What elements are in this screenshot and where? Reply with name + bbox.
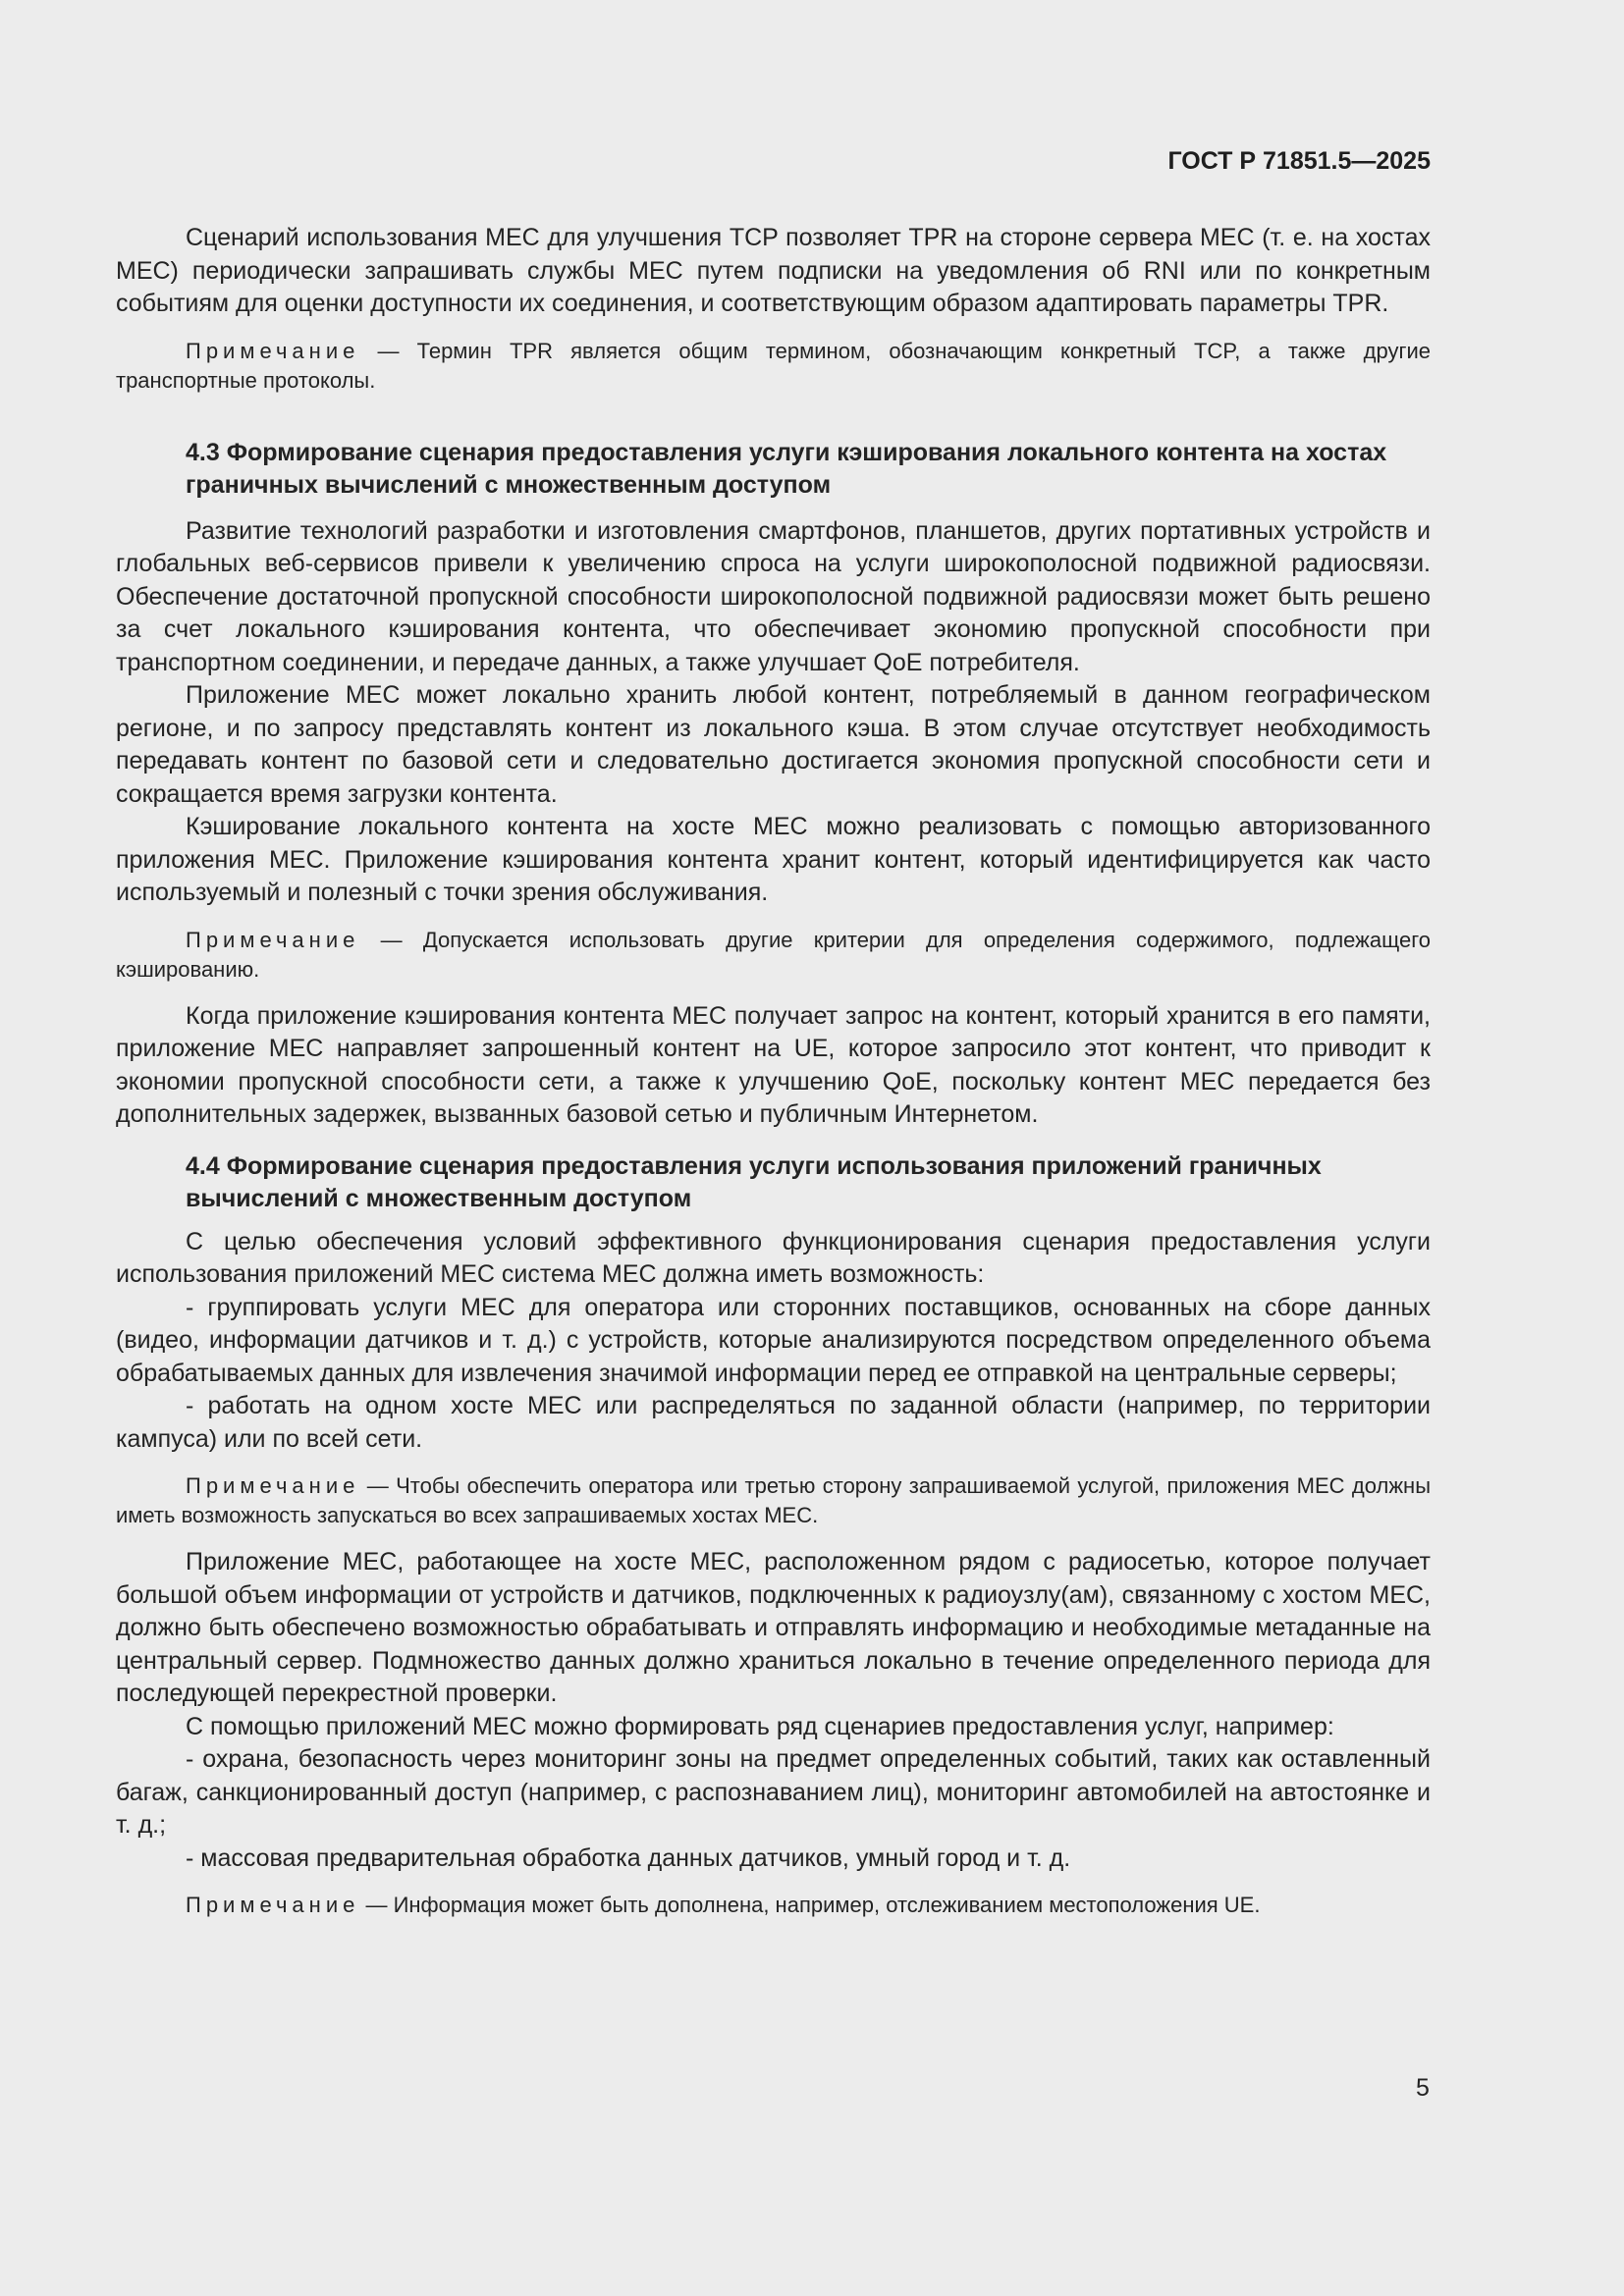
list-item: - работать на одном хосте MEC или распределяться по заданной области (например, по территории кампуса) или по всей сети. [116, 1392, 1431, 1453]
note [116, 337, 1431, 396]
page-body [116, 222, 1431, 1920]
note-dash: — [380, 927, 403, 952]
document-id: ГОСТ Р 71851.5—2025 [1167, 147, 1431, 175]
page-number: 5 [1416, 2074, 1430, 2102]
section-heading-4-4: 4.4 Формирование сценария предоставления услуги использования приложений граничных вычислений с множественным доступом [186, 1151, 1322, 1212]
note [116, 1891, 1431, 1920]
section-heading-4-3: 4.3 Формирование сценария предоставления услуги кэширования локального контента на хостах граничных вычислений с множественным доступом [186, 438, 1387, 499]
list-item: - группировать услуги MEC для оператора или сторонних поставщиков, основанных на сборе данных (видео, информации датчиков и т. д.) с устройств, которые анализируются посредством определенного объема обрабатываемых данных для извлечения значимой информации перед ее отправкой на центральные серверы; [116, 1293, 1431, 1387]
paragraph: Приложение MEC, работающее на хосте MEC, расположенном рядом с радиосетью, которое получает большой объем информации от устройств и датчиков, подключенных к радиоузлу(ам), связанному с хостом MEC, должно быть обеспечено возможностью обрабатывать и отправлять информацию и необходимые метаданные на центральный сервер. Подмножество данных должно храниться локально в течение определенного периода для последующей перекрестной проверки. [116, 1548, 1431, 1707]
note-text: Допускается использовать другие критерии для определения содержимого, подлежащего кэшированию. [116, 927, 1431, 982]
note-text: Чтобы обеспечить оператора или третью сторону запрашиваемой услугой, приложения MEC должны иметь возможность запускаться во всех запрашиваемых хостах MEC. [116, 1473, 1432, 1527]
note-label: Примечание [186, 927, 360, 952]
note-dash: — [365, 1893, 388, 1917]
note-label: Примечание [186, 338, 360, 363]
paragraph: Приложение MEC может локально хранить любой контент, потребляемый в данном географическом регионе, и по запросу представлять контент из локального кэша. В этом случае отсутствует необходимость передавать контент по базовой сети и следовательно достигается экономия пропускной способности сети и сокращается время загрузки контента. [116, 681, 1431, 808]
note [116, 926, 1431, 985]
list-item: - массовая предварительная обработка данных датчиков, умный город и т. д. [186, 1843, 1071, 1872]
paragraph: С помощью приложений MEC можно формировать ряд сценариев предоставления услуг, например: [186, 1712, 1334, 1740]
note-dash: — [377, 338, 400, 363]
paragraph: С целью обеспечения условий эффективного функционирования сценария предоставления услуги использования приложений MEC система MEC должна иметь возможность: [116, 1227, 1431, 1288]
note-label: Примечание [186, 1893, 360, 1917]
note-text: Термин TPR является общим термином, обозначающим конкретный TCP, а также другие транспортные протоколы. [116, 338, 1431, 393]
paragraph: Кэширование локального контента на хосте MEC можно реализовать с помощью авторизованного приложения MEC. Приложение кэширования контента хранит контент, который идентифицируется как часто используемый и полезный с точки зрения обслуживания. [116, 813, 1431, 906]
paragraph: Сценарий использования MEC для улучшения TCP позволяет TPR на стороне сервера MEC (т. е. на хостах MEC) периодически запрашивать службы MEC путем подписки на уведомления об RNI или по конкретным событиям для оценки доступности их соединения, и соответствующим образом адаптировать параметры TPR. [116, 224, 1431, 317]
note-text: Информация может быть дополнена, например, отслеживанием местоположения UE. [393, 1893, 1261, 1917]
paragraph: Развитие технологий разработки и изготовления смартфонов, планшетов, других портативных устройств и глобальных веб-сервисов привели к увеличению спроса на услуги широкополосной подвижной радиосвязи. Обеспечение достаточной пропускной способности широкополосной подвижной радиосвязи может быть решено за счет локального кэширования контента, что обеспечивает экономию пропускной способности при транспортном соединении, и передаче данных, а также улучшает QoE потребителя. [116, 516, 1431, 676]
note-dash: — [366, 1473, 389, 1498]
note [116, 1471, 1431, 1530]
paragraph: Когда приложение кэширования контента MEC получает запрос на контент, который хранится в его памяти, приложение MEC направляет запрошенный контент на UE, которое запросило этот контент, что приводит к экономии пропускной способности сети, а также к улучшению QoE, поскольку контент MEC передается без дополнительных задержек, вызванных базовой сетью и публичным Интернетом. [116, 1001, 1431, 1128]
list-item: - охрана, безопасность через мониторинг зоны на предмет определенных событий, таких как оставленный багаж, санкционированный доступ (например, с распознаванием лиц), мониторинг автомобилей на автостоянке и т. д.; [116, 1745, 1431, 1839]
note-label: Примечание [186, 1473, 360, 1498]
